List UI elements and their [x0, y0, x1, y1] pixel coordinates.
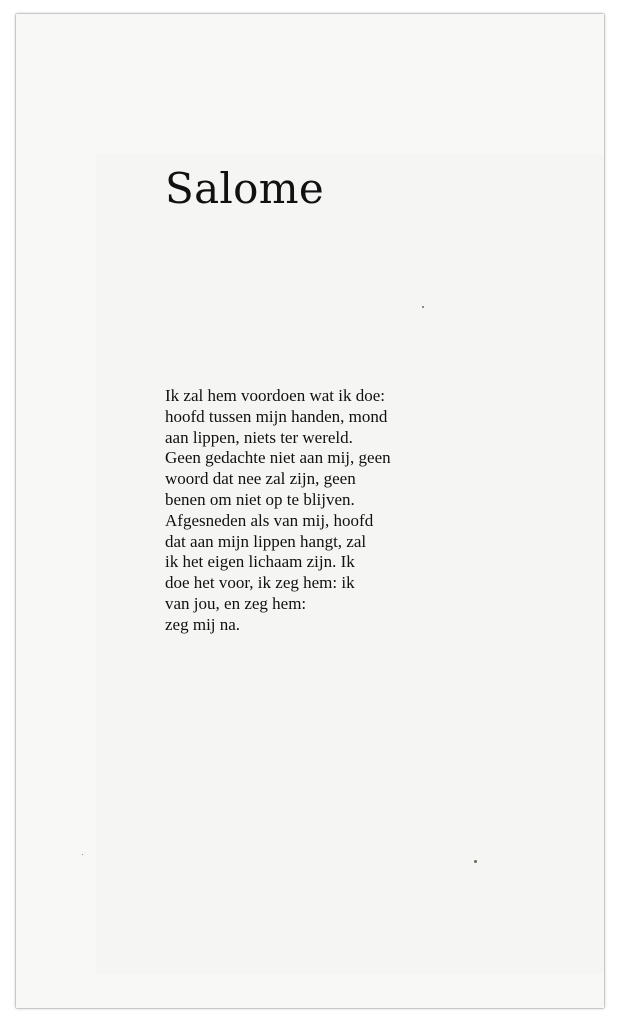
poem-line: woord dat nee zal zijn, geen — [165, 469, 356, 489]
paper-speck — [422, 306, 424, 308]
poem-line: dat aan mijn lippen hangt, zal — [165, 531, 367, 551]
poem-title: Salome — [165, 164, 325, 213]
poem-line: ik het eigen lichaam zijn. Ik — [165, 552, 355, 572]
paper-speck — [82, 854, 83, 855]
poem-line: doe het voor, ik zeg hem: ik — [165, 573, 355, 593]
poem-body — [165, 386, 391, 636]
poem-line: van jou, en zeg hem: — [165, 593, 307, 613]
paper-speck — [474, 860, 477, 863]
poem-line: aan lippen, niets ter wereld. — [165, 427, 353, 447]
poem-line: Ik zal hem voordoen wat ik doe: — [165, 386, 385, 405]
poem-line: Afgesneden als van mij, hoofd — [165, 510, 374, 530]
poem-line: hoofd tussen mijn handen, mond — [165, 406, 388, 426]
poem-line: zeg mij na. — [165, 614, 241, 634]
poem-line: Geen gedachte niet aan mij, geen — [165, 448, 391, 468]
poem-line: benen om niet op te blijven. — [165, 489, 355, 509]
book-page — [16, 14, 604, 1008]
